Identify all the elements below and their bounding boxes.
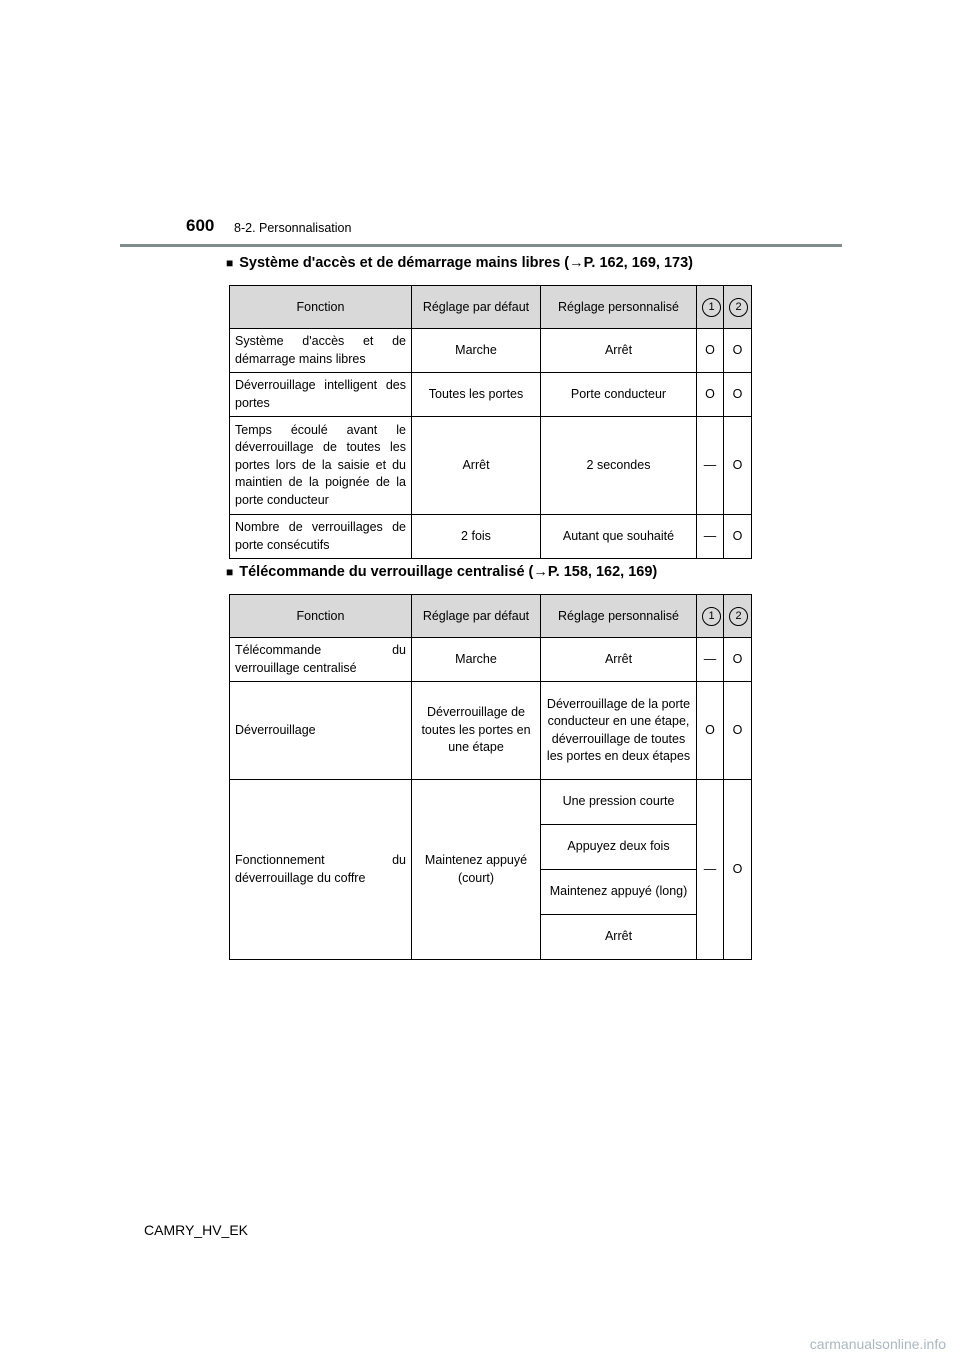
circled-number-1: 1	[702, 607, 721, 626]
header-default: Réglage par défaut	[412, 595, 541, 638]
page-number: 600	[186, 216, 215, 235]
cell-method-2: O	[724, 329, 752, 373]
table-row	[230, 515, 752, 559]
circled-number-2: 2	[729, 607, 748, 626]
table-row	[230, 638, 752, 682]
header-method-2	[724, 595, 752, 638]
cell-default: Toutes les portes	[412, 373, 541, 417]
section-title-smart-entry	[226, 255, 693, 271]
circled-number-1: 1	[702, 298, 721, 317]
cell-custom: Porte conducteur	[541, 373, 697, 417]
header-default: Réglage par défaut	[412, 286, 541, 329]
cell-function: Fonctionnement du déverrouillage du coffre	[230, 780, 412, 960]
cell-custom: Déverrouillage de la porte conducteur en une étape, déverrouillage de toutes les portes en deux étapes	[541, 682, 697, 780]
cell-custom-option: Appuyez deux fois	[541, 825, 697, 870]
cell-default: Arrêt	[412, 417, 541, 515]
cell-method-1: —	[697, 417, 724, 515]
cell-function: Nombre de verrouillages de porte consécutifs	[230, 515, 412, 559]
watermark: carmanualsonline.info	[809, 1336, 946, 1352]
section-title-text: Système d'accès et de démarrage mains libres (→P. 162, 169, 173)	[239, 255, 693, 271]
table-header-row	[230, 595, 752, 638]
header-function: Fonction	[230, 286, 412, 329]
header-rule	[120, 244, 842, 247]
cell-default: Marche	[412, 329, 541, 373]
cell-default: Déverrouillage de toutes les portes en une étape	[412, 682, 541, 780]
cell-method-2: O	[724, 515, 752, 559]
breadcrumb: 8-2. Personnalisation	[234, 221, 352, 235]
cell-method-1: O	[697, 682, 724, 780]
cell-method-2: O	[724, 682, 752, 780]
cell-custom-option: Maintenez appuyé (long)	[541, 870, 697, 915]
cell-method-2: O	[724, 373, 752, 417]
square-bullet-icon: ■	[226, 256, 234, 270]
cell-custom-option: Une pression courte	[541, 780, 697, 825]
header-function: Fonction	[230, 595, 412, 638]
table-row	[230, 373, 752, 417]
header-method-1	[697, 595, 724, 638]
cell-function: Télécommande du verrouillage centralisé	[230, 638, 412, 682]
cell-function: Déverrouillage intelligent des portes	[230, 373, 412, 417]
table-row	[230, 417, 752, 515]
section-title-remote	[226, 564, 657, 580]
header-custom: Réglage personnalisé	[541, 286, 697, 329]
table-row	[230, 682, 752, 780]
cell-method-1: O	[697, 329, 724, 373]
cell-default: 2 fois	[412, 515, 541, 559]
cell-function: Déverrouillage	[230, 682, 412, 780]
cell-method-1: —	[697, 515, 724, 559]
cell-custom: Arrêt	[541, 638, 697, 682]
table-row	[230, 329, 752, 373]
header-method-1	[697, 286, 724, 329]
cell-custom: Arrêt	[541, 329, 697, 373]
cell-custom-option: Arrêt	[541, 915, 697, 960]
circled-number-2: 2	[729, 298, 748, 317]
cell-function: Temps écoulé avant le déverrouillage de toutes les portes lors de la saisie et du maintien de la poignée de la porte conducteur	[230, 417, 412, 515]
cell-method-2: O	[724, 638, 752, 682]
cell-default: Marche	[412, 638, 541, 682]
cell-method-1: O	[697, 373, 724, 417]
header-method-2	[724, 286, 752, 329]
section-title-text: Télécommande du verrouillage centralisé (→P. 158, 162, 169)	[239, 564, 658, 580]
model-code: CAMRY_HV_EK	[144, 1222, 249, 1238]
cell-method-2: O	[724, 780, 752, 960]
smart-entry-table	[229, 285, 752, 559]
cell-method-2: O	[724, 417, 752, 515]
header-custom: Réglage personnalisé	[541, 595, 697, 638]
table-header-row	[230, 286, 752, 329]
cell-default: Maintenez appuyé (court)	[412, 780, 541, 960]
cell-custom: 2 secondes	[541, 417, 697, 515]
table-row	[230, 780, 752, 825]
remote-lock-table	[229, 594, 752, 960]
square-bullet-icon: ■	[226, 565, 234, 579]
cell-custom: Autant que souhaité	[541, 515, 697, 559]
cell-function: Système d'accès et de démarrage mains libres	[230, 329, 412, 373]
cell-method-1: —	[697, 638, 724, 682]
cell-method-1: —	[697, 780, 724, 960]
